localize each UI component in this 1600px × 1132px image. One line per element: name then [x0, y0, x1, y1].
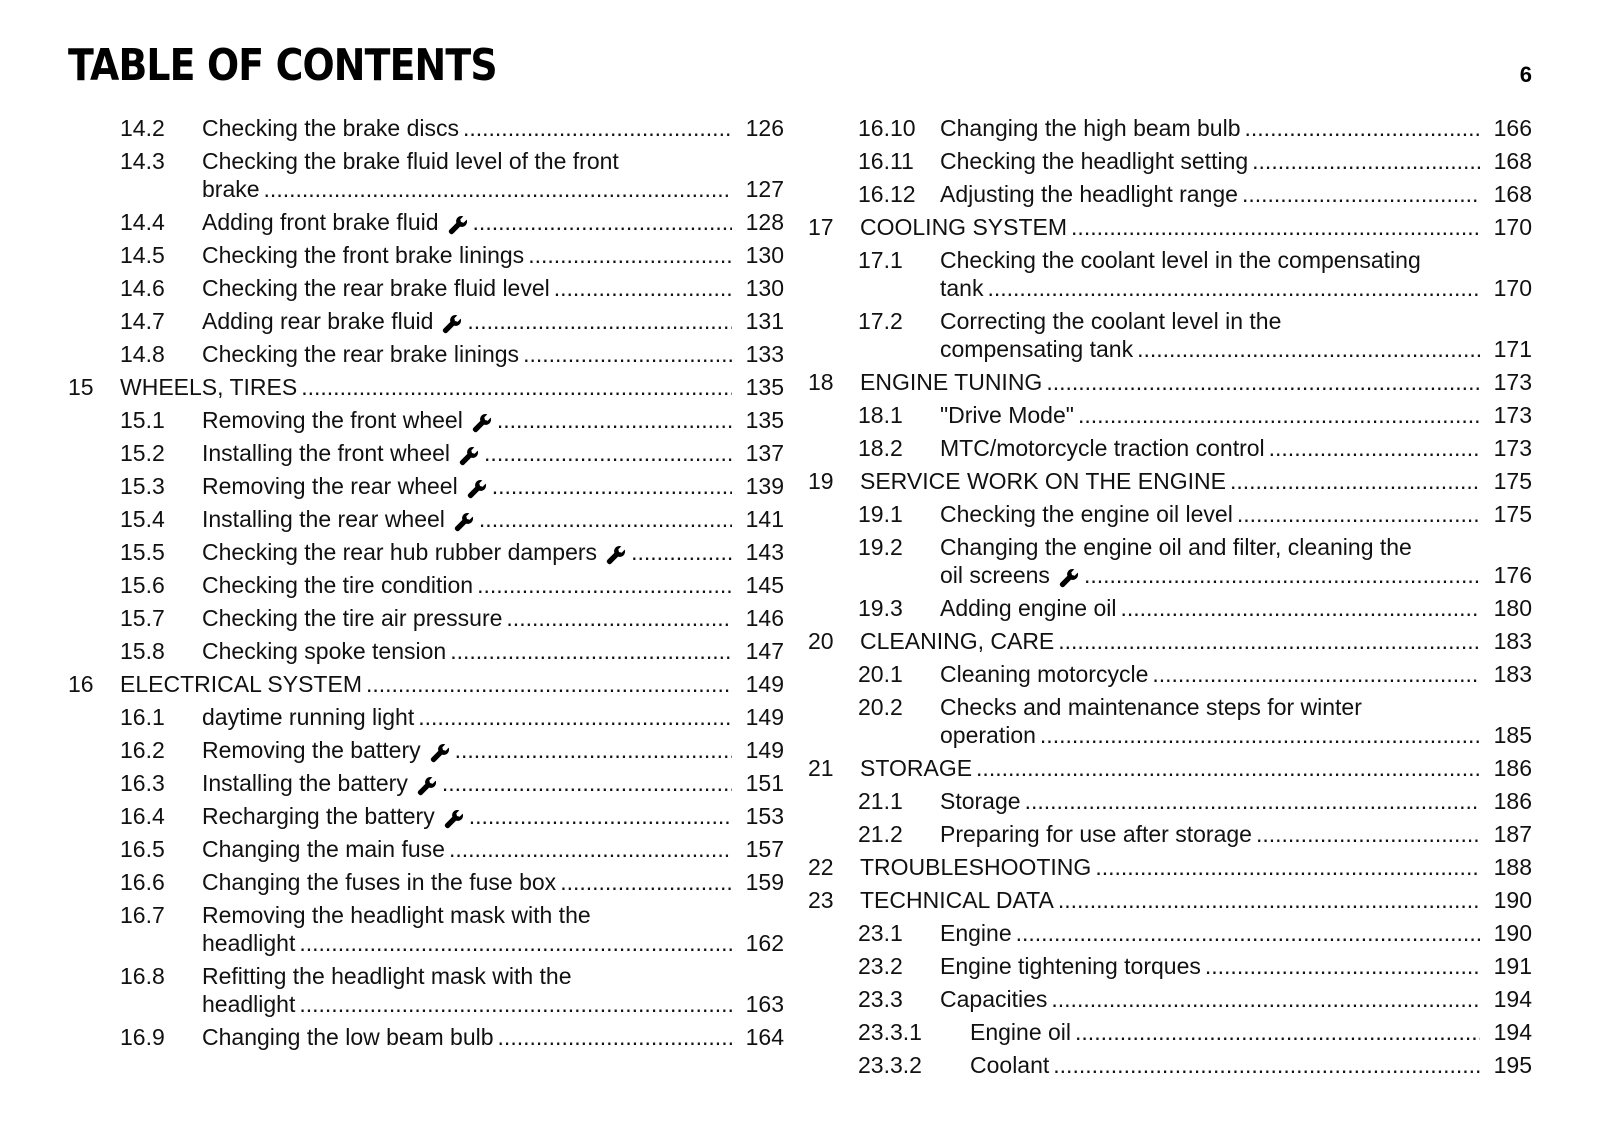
entry-number: 15.5: [120, 539, 165, 565]
toc-section-entry[interactable]: [808, 533, 1532, 589]
entry-number: 15.1: [120, 407, 165, 433]
entry-number: 17.1: [858, 247, 903, 273]
entry-title: Coolant: [970, 1052, 1050, 1078]
entry-title-line: Removing the headlight mask with the: [202, 902, 591, 928]
dot-leader: [455, 736, 732, 764]
entry-page-number: 183: [1493, 628, 1532, 654]
entry-number: 19.3: [858, 595, 903, 621]
dot-leader: [1053, 1051, 1480, 1079]
dot-leader: [554, 274, 732, 302]
entry-page-number: 195: [1493, 1052, 1532, 1078]
toc-section-entry[interactable]: [808, 500, 1532, 528]
dot-leader: [506, 604, 732, 632]
entry-page-number: 163: [745, 991, 784, 1017]
entry-page-number: 146: [745, 605, 784, 631]
dot-leader: [449, 835, 732, 863]
dot-leader: [1075, 1018, 1480, 1046]
entry-title: Capacities: [940, 986, 1048, 1012]
wrench-icon: [466, 478, 488, 500]
entry-page-number: 180: [1493, 595, 1532, 621]
entry-page-number: 149: [745, 737, 784, 763]
entry-page-number: 151: [745, 770, 784, 796]
entry-page-number: 171: [1493, 336, 1532, 362]
toc-section-entry[interactable]: [808, 919, 1532, 947]
entry-page-number: 133: [745, 341, 784, 367]
toc-section-entry[interactable]: [808, 114, 1532, 142]
entry-number: 14.4: [120, 209, 165, 235]
toc-section-entry[interactable]: [808, 1018, 1532, 1046]
toc-section-entry[interactable]: [68, 962, 784, 1018]
dot-leader: [467, 307, 732, 335]
entry-title: COOLING SYSTEM: [860, 214, 1068, 240]
entry-title: Adjusting the headlight range: [940, 181, 1238, 207]
wrench-icon: [458, 445, 480, 467]
dot-leader: [366, 670, 732, 698]
entry-number: 17: [808, 214, 834, 240]
entry-number: 16.1: [120, 704, 165, 730]
entry-title: Checking the tire condition: [202, 572, 474, 598]
toc-section-entry[interactable]: [68, 571, 784, 599]
dot-leader: [1058, 627, 1480, 655]
entry-page-number: 186: [1493, 788, 1532, 814]
entry-title-line: Checking the brake fluid level of the front: [202, 148, 619, 174]
dot-leader: [418, 703, 732, 731]
toc-chapter-entry[interactable]: [68, 670, 784, 698]
dot-leader: [1152, 660, 1480, 688]
entry-page-number: 147: [745, 638, 784, 664]
entry-number: 20.1: [858, 661, 903, 687]
entry-title: Removing the front wheel: [202, 407, 463, 433]
entry-title: Changing the low beam bulb: [202, 1024, 494, 1050]
entry-number: 16: [68, 671, 94, 697]
dot-leader: [1046, 368, 1480, 396]
entry-number: 16.11: [858, 148, 914, 174]
toc-section-entry[interactable]: [68, 505, 784, 533]
entry-number: 23: [808, 887, 834, 913]
entry-page-number: 145: [745, 572, 784, 598]
entry-page-number: 166: [1493, 115, 1532, 141]
entry-title: Preparing for use after storage: [940, 821, 1252, 847]
entry-number: 19.1: [858, 501, 903, 527]
toc-section-entry[interactable]: [808, 787, 1532, 815]
toc-section-entry[interactable]: [68, 538, 784, 566]
entry-title: TROUBLESHOOTING: [860, 854, 1092, 880]
entry-page-number: 135: [745, 407, 784, 433]
entry-title-line: Changing the engine oil and filter, cleaning the: [940, 534, 1412, 560]
dot-leader: [1237, 500, 1480, 528]
entry-page-number: 126: [745, 115, 784, 141]
toc-section-entry[interactable]: [68, 868, 784, 896]
entry-title: SERVICE WORK ON THE ENGINE: [860, 468, 1226, 494]
entry-number: 16.12: [858, 181, 916, 207]
dot-leader: [450, 637, 732, 665]
entry-page-number: 190: [1493, 887, 1532, 913]
entry-number: 16.5: [120, 836, 165, 862]
entry-page-number: 135: [745, 374, 784, 400]
entry-number: 23.3: [858, 986, 903, 1012]
entry-number: 17.2: [858, 308, 903, 334]
toc-section-entry[interactable]: [68, 703, 784, 731]
entry-title: headlight: [202, 930, 296, 956]
entry-number: 21.1: [858, 788, 903, 814]
toc-chapter-entry[interactable]: [808, 754, 1532, 782]
entry-number: 16.2: [120, 737, 165, 763]
entry-title: Changing the high beam bulb: [940, 115, 1241, 141]
dot-leader: [1051, 985, 1480, 1013]
dot-leader: [1095, 853, 1480, 881]
entry-number: 14.3: [120, 148, 165, 174]
entry-number: 15.2: [120, 440, 165, 466]
entry-title-line: Refitting the headlight mask with the: [202, 963, 572, 989]
entry-number: 21.2: [858, 821, 903, 847]
dot-leader: [523, 340, 732, 368]
entry-number: 15.7: [120, 605, 165, 631]
dot-leader: [469, 802, 732, 830]
toc-section-entry[interactable]: [68, 637, 784, 665]
wrench-icon: [605, 544, 627, 566]
entry-title: Changing the main fuse: [202, 836, 445, 862]
entry-number: 14.6: [120, 275, 165, 301]
entry-number: 16.9: [120, 1024, 165, 1050]
entry-number: 14.7: [120, 308, 165, 334]
dot-leader: [484, 439, 732, 467]
entry-title: tank: [940, 275, 984, 301]
dot-leader: [497, 406, 732, 434]
entry-page-number: 141: [745, 506, 784, 532]
wrench-icon: [429, 742, 451, 764]
toc-section-entry[interactable]: [808, 434, 1532, 462]
dot-leader: [1084, 561, 1480, 589]
dot-leader: [987, 274, 1480, 302]
dot-leader: [299, 929, 732, 957]
dot-leader: [264, 175, 732, 203]
dot-leader: [1205, 952, 1480, 980]
entry-title: Checking spoke tension: [202, 638, 447, 664]
entry-number: 23.2: [858, 953, 903, 979]
toc-section-entry[interactable]: [68, 736, 784, 764]
entry-title-line: Checking the coolant level in the compensating: [940, 247, 1421, 273]
wrench-icon: [416, 775, 438, 797]
entry-title: Checking the rear brake fluid level: [202, 275, 550, 301]
entry-page-number: 186: [1493, 755, 1532, 781]
dot-leader: [299, 990, 732, 1018]
entry-title: Installing the front wheel: [202, 440, 451, 466]
entry-number: 16.6: [120, 869, 165, 895]
entry-page-number: 164: [745, 1024, 784, 1050]
entry-page-number: 190: [1493, 920, 1532, 946]
dot-leader: [1016, 919, 1480, 947]
toc-section-entry[interactable]: [808, 594, 1532, 622]
entry-number: 14.5: [120, 242, 165, 268]
entry-title: WHEELS, TIRES: [120, 374, 298, 400]
entry-page-number: 170: [1493, 214, 1532, 240]
toc-section-entry[interactable]: [808, 952, 1532, 980]
entry-title: MTC/motorcycle traction control: [940, 435, 1265, 461]
entry-page-number: 127: [745, 176, 784, 202]
dot-leader: [528, 241, 732, 269]
toc-chapter-entry[interactable]: [808, 213, 1532, 241]
wrench-icon: [447, 214, 469, 236]
entry-title: STORAGE: [860, 755, 973, 781]
dot-leader: [1071, 213, 1480, 241]
entry-page-number: 149: [745, 671, 784, 697]
entry-title: Checking the rear brake linings: [202, 341, 520, 367]
toc-right-column: [808, 114, 1532, 1084]
entry-title: Engine oil: [970, 1019, 1072, 1045]
entry-number: 16.4: [120, 803, 165, 829]
entry-page-number: 191: [1493, 953, 1532, 979]
entry-title: brake: [202, 176, 260, 202]
entry-page-number: 187: [1493, 821, 1532, 847]
page-title: TABLE OF CONTENTS: [68, 40, 497, 91]
dot-leader: [631, 538, 732, 566]
entry-number: 23.3.1: [858, 1019, 922, 1045]
dot-leader: [1040, 721, 1480, 749]
entry-title-line: Correcting the coolant level in the: [940, 308, 1282, 334]
entry-number: 20.2: [858, 694, 903, 720]
entry-page-number: 139: [745, 473, 784, 499]
entry-page-number: 128: [745, 209, 784, 235]
toc-section-entry[interactable]: [68, 274, 784, 302]
toc-section-entry[interactable]: [68, 439, 784, 467]
entry-title: compensating tank: [940, 336, 1134, 362]
dot-leader: [479, 505, 732, 533]
entry-number: 15: [68, 374, 94, 400]
toc-section-entry[interactable]: [68, 901, 784, 957]
entry-title: Adding engine oil: [940, 595, 1117, 621]
toc-section-entry[interactable]: [68, 208, 784, 236]
toc-section-entry[interactable]: [68, 835, 784, 863]
entry-title: operation: [940, 722, 1036, 748]
entry-page-number: 137: [745, 440, 784, 466]
wrench-icon: [453, 511, 475, 533]
toc-section-entry[interactable]: [808, 246, 1532, 302]
toc-section-entry[interactable]: [68, 307, 784, 335]
entry-number: 15.4: [120, 506, 165, 532]
entry-number: 18.2: [858, 435, 903, 461]
toc-section-entry[interactable]: [68, 114, 784, 142]
entry-page-number: 143: [745, 539, 784, 565]
entry-title-line: Checks and maintenance steps for winter: [940, 694, 1362, 720]
wrench-icon: [471, 412, 493, 434]
entry-page-number: 185: [1493, 722, 1532, 748]
toc-chapter-entry[interactable]: [808, 886, 1532, 914]
entry-number: 15.3: [120, 473, 165, 499]
entry-number: 16.3: [120, 770, 165, 796]
entry-number: 23.1: [858, 920, 903, 946]
dot-leader: [442, 769, 732, 797]
dot-leader: [560, 868, 732, 896]
entry-title: Cleaning motorcycle: [940, 661, 1149, 687]
entry-title: TECHNICAL DATA: [860, 887, 1054, 913]
toc-section-entry[interactable]: [808, 401, 1532, 429]
entry-page-number: 130: [745, 242, 784, 268]
entry-page-number: 168: [1493, 148, 1532, 174]
toc-section-entry[interactable]: [68, 340, 784, 368]
toc-section-entry[interactable]: [808, 820, 1532, 848]
entry-number: 18: [808, 369, 834, 395]
entry-page-number: 157: [745, 836, 784, 862]
toc-section-entry[interactable]: [808, 985, 1532, 1013]
entry-page-number: 149: [745, 704, 784, 730]
entry-title: oil screens: [940, 562, 1050, 588]
entry-title: Storage: [940, 788, 1021, 814]
entry-title: Removing the battery: [202, 737, 421, 763]
entry-page-number: 176: [1493, 562, 1532, 588]
entry-page-number: 153: [745, 803, 784, 829]
entry-title: ELECTRICAL SYSTEM: [120, 671, 362, 697]
entry-title: "Drive Mode": [940, 402, 1074, 428]
entry-number: 16.8: [120, 963, 165, 989]
dot-leader: [1025, 787, 1480, 815]
entry-title: Checking the rear hub rubber dampers: [202, 539, 598, 565]
entry-title: CLEANING, CARE: [860, 628, 1055, 654]
dot-leader: [477, 571, 732, 599]
entry-page-number: 194: [1493, 986, 1532, 1012]
dot-leader: [1256, 820, 1480, 848]
wrench-icon: [443, 808, 465, 830]
entry-number: 18.1: [858, 402, 903, 428]
entry-page-number: 175: [1493, 468, 1532, 494]
toc-chapter-entry[interactable]: [808, 368, 1532, 396]
toc-section-entry[interactable]: [68, 769, 784, 797]
entry-title: Removing the rear wheel: [202, 473, 458, 499]
dot-leader: [492, 472, 732, 500]
toc-section-entry[interactable]: [68, 802, 784, 830]
entry-page-number: 175: [1493, 501, 1532, 527]
entry-title: Checking the headlight setting: [940, 148, 1249, 174]
entry-page-number: 168: [1493, 181, 1532, 207]
dot-leader: [1230, 467, 1480, 495]
toc-section-entry[interactable]: [68, 406, 784, 434]
entry-title: Adding front brake fluid: [202, 209, 439, 235]
entry-page-number: 183: [1493, 661, 1532, 687]
entry-page-number: 162: [745, 930, 784, 956]
dot-leader: [1245, 114, 1480, 142]
toc-chapter-entry[interactable]: [808, 627, 1532, 655]
entry-page-number: 173: [1493, 435, 1532, 461]
entry-page-number: 173: [1493, 402, 1532, 428]
entry-page-number: 130: [745, 275, 784, 301]
entry-title: Checking the tire air pressure: [202, 605, 503, 631]
entry-page-number: 159: [745, 869, 784, 895]
entry-title: Installing the rear wheel: [202, 506, 445, 532]
dot-leader: [1120, 594, 1480, 622]
toc-section-entry[interactable]: [808, 660, 1532, 688]
dot-leader: [1058, 886, 1480, 914]
entry-page-number: 170: [1493, 275, 1532, 301]
entry-page-number: 194: [1493, 1019, 1532, 1045]
entry-number: 15.6: [120, 572, 165, 598]
toc-chapter-entry[interactable]: [68, 373, 784, 401]
dot-leader: [1137, 335, 1480, 363]
wrench-icon: [1058, 567, 1080, 589]
entry-number: 14.8: [120, 341, 165, 367]
toc-section-entry[interactable]: [808, 693, 1532, 749]
entry-page-number: 131: [745, 308, 784, 334]
entry-title: Checking the engine oil level: [940, 501, 1233, 527]
entry-title: Installing the battery: [202, 770, 408, 796]
entry-title: Engine: [940, 920, 1012, 946]
dot-leader: [976, 754, 1480, 782]
toc-chapter-entry[interactable]: [808, 853, 1532, 881]
dot-leader: [1269, 434, 1480, 462]
dot-leader: [473, 208, 732, 236]
entry-title: Changing the fuses in the fuse box: [202, 869, 557, 895]
wrench-icon: [441, 313, 463, 335]
entry-number: 22: [808, 854, 834, 880]
entry-title: Checking the brake discs: [202, 115, 459, 141]
entry-number: 19: [808, 468, 834, 494]
entry-number: 14.2: [120, 115, 165, 141]
page-number: 6: [1519, 62, 1532, 87]
entry-number: 16.7: [120, 902, 165, 928]
toc-section-entry[interactable]: [68, 147, 784, 203]
entry-number: 19.2: [858, 534, 903, 560]
entry-title: ENGINE TUNING: [860, 369, 1043, 395]
toc-section-entry[interactable]: [808, 1051, 1532, 1079]
toc-section-entry[interactable]: [808, 180, 1532, 208]
entry-title: daytime running light: [202, 704, 415, 730]
dot-leader: [301, 373, 732, 401]
dot-leader: [1078, 401, 1480, 429]
entry-number: 20: [808, 628, 834, 654]
entry-title: Checking the front brake linings: [202, 242, 525, 268]
entry-title: Recharging the battery: [202, 803, 435, 829]
toc-section-entry[interactable]: [68, 241, 784, 269]
toc-left-column: [68, 114, 784, 1056]
entry-number: 15.8: [120, 638, 165, 664]
dot-leader: [1252, 147, 1480, 175]
entry-page-number: 188: [1493, 854, 1532, 880]
dot-leader: [498, 1023, 732, 1051]
entry-number: 16.10: [858, 115, 916, 141]
entry-number: 21: [808, 755, 834, 781]
entry-number: 23.3.2: [858, 1052, 922, 1078]
toc-section-entry[interactable]: [808, 307, 1532, 363]
entry-title: Adding rear brake fluid: [202, 308, 434, 334]
toc-section-entry[interactable]: [68, 472, 784, 500]
entry-page-number: 173: [1493, 369, 1532, 395]
dot-leader: [463, 114, 732, 142]
toc-chapter-entry[interactable]: [808, 467, 1532, 495]
toc-section-entry[interactable]: [68, 604, 784, 632]
toc-section-entry[interactable]: [68, 1023, 784, 1051]
dot-leader: [1242, 180, 1480, 208]
entry-title: headlight: [202, 991, 296, 1017]
toc-section-entry[interactable]: [808, 147, 1532, 175]
entry-title: Engine tightening torques: [940, 953, 1201, 979]
